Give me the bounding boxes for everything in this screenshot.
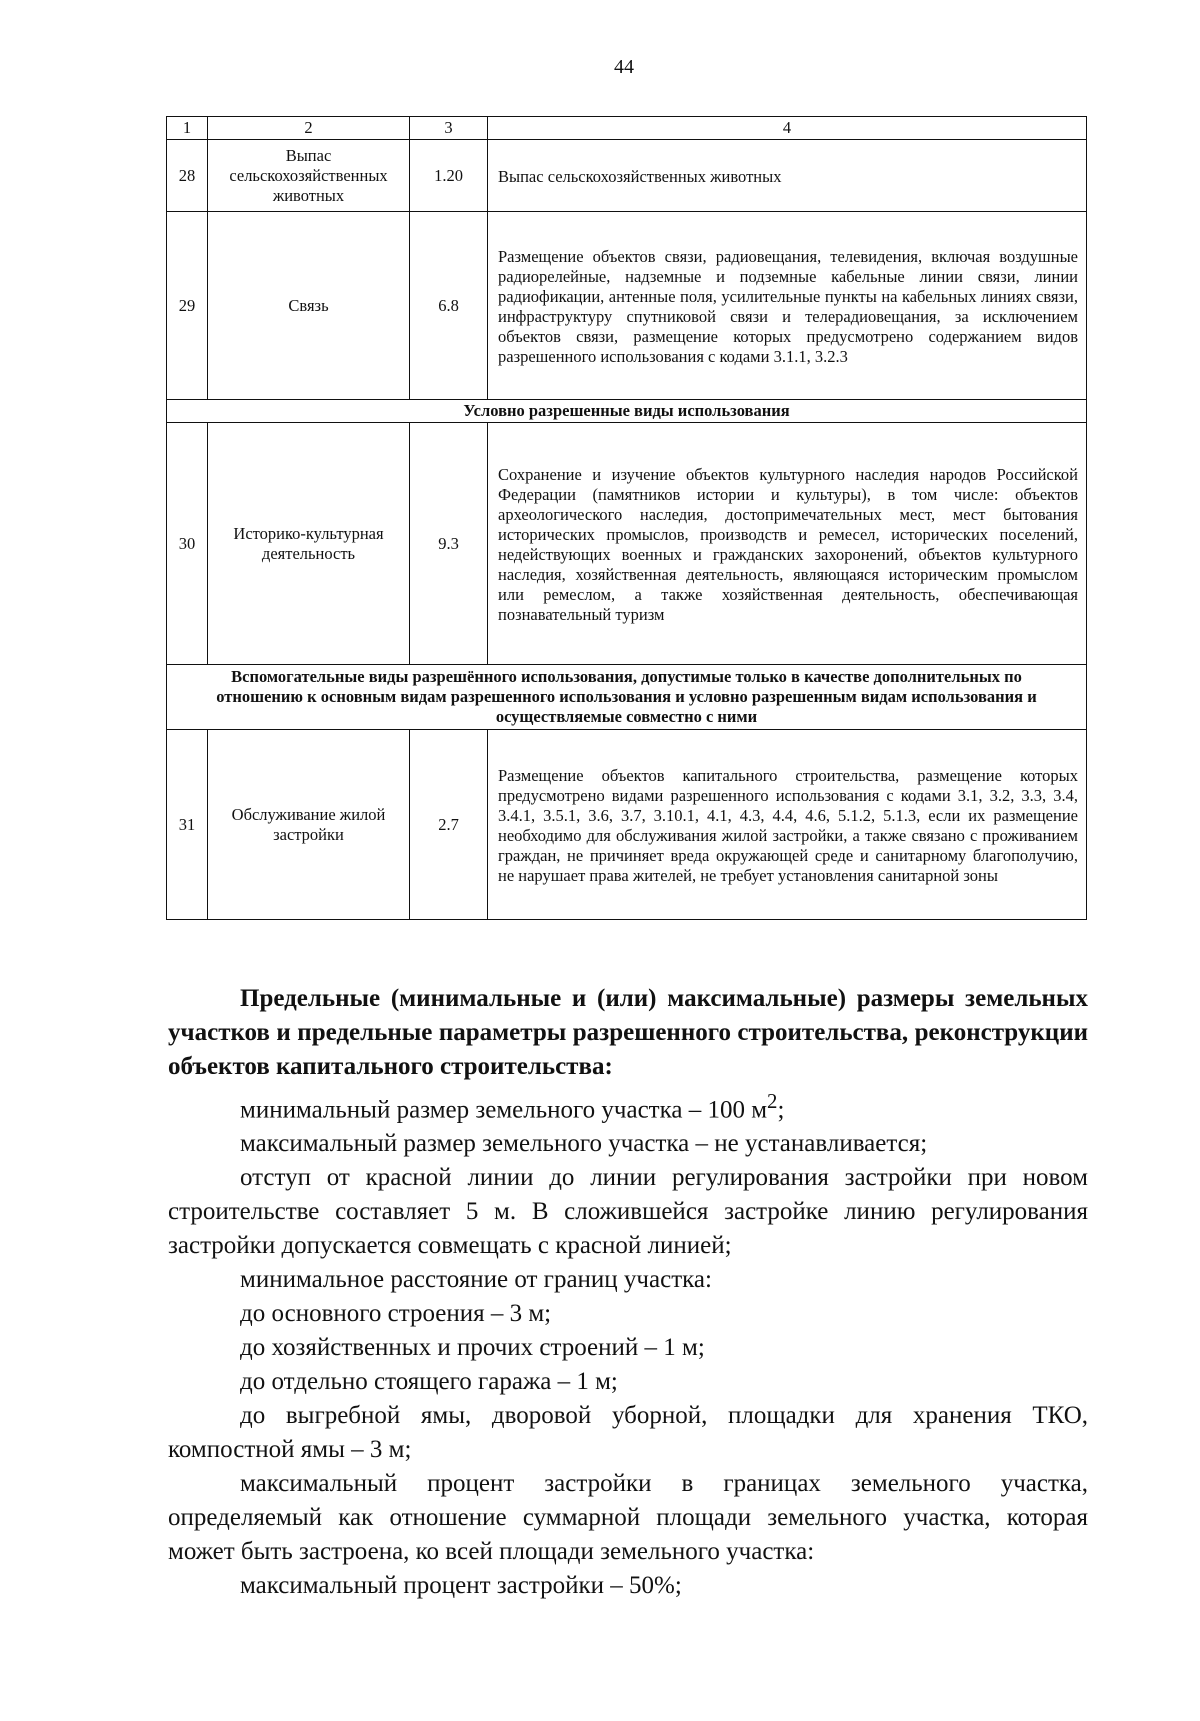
min-distance-intro: минимальное расстояние от границ участка: <box>240 1266 712 1294</box>
setback-rule: отступ от красной линии до линии регулирования застройки при новом строительстве составляет 5 м. В сложившейся застройке линию регулирования застройки допускается совмещать с красной линией; <box>168 1164 1088 1260</box>
max-coverage: максимальный процент застройки – 50%; <box>240 1572 682 1600</box>
max-coverage-definition: максимальный процент застройки в границах земельного участка, определяемый как отношение суммарной площади земельного участка, которая может быть застроена, ко всей площади земельного участка: <box>168 1470 1088 1566</box>
use-code: 1.20 <box>410 140 488 212</box>
header-cell-3: 3 <box>410 117 488 140</box>
table-row <box>167 140 1087 212</box>
distance-garage: до отдельно стоящего гаража – 1 м; <box>240 1368 618 1396</box>
use-code: 6.8 <box>410 212 488 400</box>
distance-outbuildings: до хозяйственных и прочих строений – 1 м; <box>240 1334 705 1362</box>
min-plot-size-text: минимальный размер земельного участка – 100 м <box>240 1096 768 1124</box>
distance-main-building: до основного строения – 3 м; <box>240 1300 552 1328</box>
land-use-table <box>166 116 1087 920</box>
use-code: 2.7 <box>410 730 488 920</box>
section-conditional <box>167 400 1087 423</box>
table-row <box>167 730 1087 920</box>
use-description: Выпас сельскохозяйственных животных <box>488 140 1087 212</box>
table-header-row <box>167 117 1087 140</box>
max-plot-size: максимальный размер земельного участка – не устанавливается; <box>240 1130 928 1158</box>
use-description: Размещение объектов связи, радиовещания, телевидения, включая воздушные радиорелейные, надземные и подземные кабельные линии связи, линии радиофикации, антенные поля, усилительные пункты на кабельных линиях связи, инфраструктуру спутниковой связи и телерадиовещания, за исключением объектов связи, размещение которых предусмотрено содержанием видов разрешенного использования с кодами 3.1.1, 3.2.3 <box>488 212 1087 400</box>
use-name: Выпас сельскохозяйственных животных <box>208 140 410 212</box>
header-cell-1: 1 <box>167 117 208 140</box>
row-number: 28 <box>167 140 208 212</box>
min-plot-size <box>168 1084 1088 1127</box>
use-name: Историко-культурная деятельность <box>208 423 410 665</box>
table-row <box>167 212 1087 400</box>
section-conditional-title: Условно разрешенные виды использования <box>167 400 1087 423</box>
superscript-2: 2 <box>767 1089 778 1113</box>
row-number: 30 <box>167 423 208 665</box>
use-description: Размещение объектов капитального строительства, размещение которых предусмотрено видами разрешенного использования с кодами 3.1, 3.2, 3.3, 3.4, 3.4.1, 3.5.1, 3.6, 3.7, 3.10.1, 4.1, 4.3, 4.4, 4.6, 5.1.2, 5.1.3, если их размещение необходимо для обслуживания жилой застройки, а также связано с проживанием граждан, не причиняет вреда окружающей среде и санитарному благополучию, не нарушает права жителей, не требует установления санитарной зоны <box>488 730 1087 920</box>
section-auxiliary <box>167 665 1087 730</box>
table-row <box>167 423 1087 665</box>
parameters-heading: Предельные (минимальные и (или) максимальные) размеры земельных участков и предельные параметры разрешенного строительства, реконструкции объектов капитального строительства: <box>168 985 1088 1080</box>
min-plot-size-end: ; <box>777 1096 785 1124</box>
use-name: Обслуживание жилой застройки <box>208 730 410 920</box>
page-number: 44 <box>614 56 634 78</box>
row-number: 31 <box>167 730 208 920</box>
use-code: 9.3 <box>410 423 488 665</box>
row-number: 29 <box>167 212 208 400</box>
use-description: Сохранение и изучение объектов культурного наследия народов Российской Федерации (памятников истории и культуры), в том числе: объектов археологического наследия, достопримечательных мест, мест бытования исторических промыслов, производств и ремесел, исторических поселений, недействующих военных и гражданских захоронений, объектов культурного наследия, хозяйственная деятельность, являющаяся историческим промыслом или ремеслом, а также хозяйственная деятельность, обеспечивающая познавательный туризм <box>488 423 1087 665</box>
header-cell-4: 4 <box>488 117 1087 140</box>
use-name: Связь <box>208 212 410 400</box>
section-auxiliary-title: Вспомогательные виды разрешённого использования, допустимые только в качестве дополнительных по отношению к основным видам разрешенного использования и условно разрешенным видам использования и осуществляемые совместно с ними <box>167 665 1087 730</box>
parameters-section <box>168 982 1088 1603</box>
distance-cesspit: до выгребной ямы, дворовой уборной, площадки для хранения ТКО, компостной ямы – 3 м; <box>168 1402 1088 1464</box>
header-cell-2: 2 <box>208 117 410 140</box>
